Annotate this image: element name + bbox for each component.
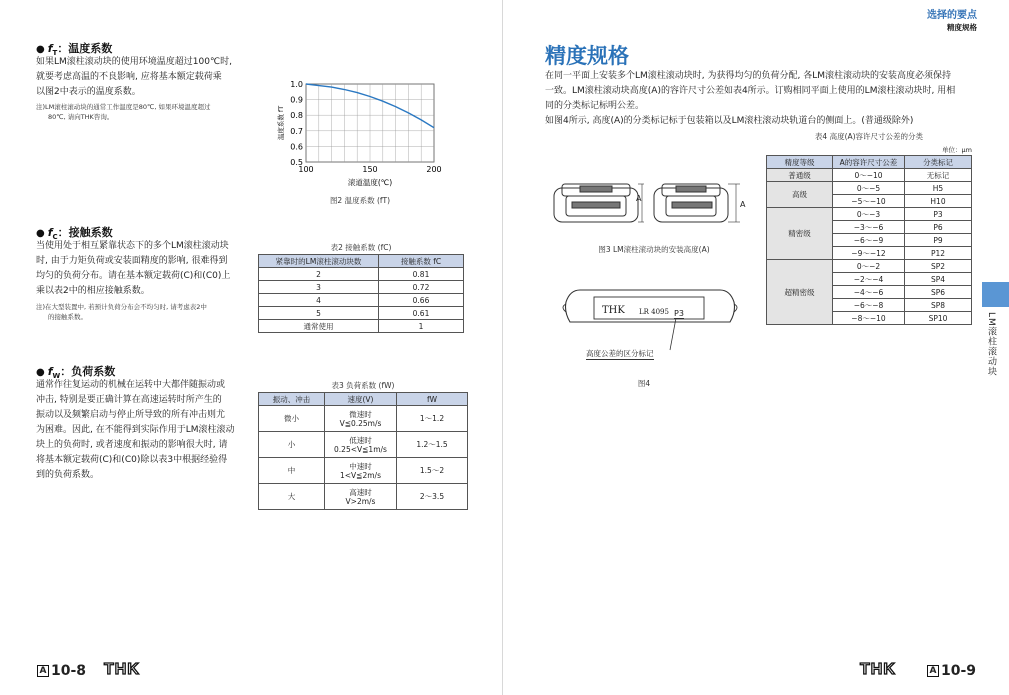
x-tick-label: 100 — [298, 165, 314, 174]
table-cell: 1.5～2 — [397, 458, 468, 484]
table-row — [259, 320, 464, 333]
grade-cell: 超精密级 — [767, 260, 833, 325]
table-cell: −4～−6 — [833, 286, 905, 299]
height-label-a-right: A — [740, 200, 746, 209]
table-row — [259, 458, 468, 484]
left-page — [0, 0, 503, 695]
table-cell: −2～−4 — [833, 273, 905, 286]
thk-logo: THK — [104, 661, 140, 678]
table-cell: 低速时 0.25<V≦1m/s — [325, 432, 397, 458]
table-cell: 1.2～1.5 — [397, 432, 468, 458]
fig4-mark: P3 — [674, 309, 684, 318]
table-cell: −5～−10 — [833, 195, 905, 208]
table-cell: 微速时 V≦0.25m/s — [325, 406, 397, 432]
table4-unit: 单位：μm — [942, 146, 972, 154]
temperature-factor-chart — [270, 76, 450, 191]
contact-paragraph: 当使用处于相互紧靠状态下的多个LM滚柱滚动块 时, 由于力矩负荷或安装面精度的影响, 很难得到 均匀的负荷分布。请在基本额定载荷(C)和(C0)上 乘以表2中的相应接触系数。 — [36, 241, 231, 296]
table-row — [259, 268, 464, 281]
height-label-a: A — [636, 194, 642, 203]
grade-cell: 精密级 — [767, 208, 833, 260]
table-cell: H10 — [905, 195, 972, 208]
table-cell: P3 — [905, 208, 972, 221]
table-cell: P9 — [905, 234, 972, 247]
table2-caption: 表2 接触系数 (fC) — [330, 243, 392, 252]
table-cell: 0～−2 — [833, 260, 905, 273]
page-title: 精度规格 — [545, 44, 629, 68]
table-cell: 微小 — [259, 406, 325, 432]
table-cell: −3～−6 — [833, 221, 905, 234]
y-tick-label: 1.0 — [290, 80, 303, 89]
fig4-model: LR 4095 — [639, 308, 669, 316]
table-cell: 2～3.5 — [397, 484, 468, 510]
table-cell: 中速时 1<V≦2m/s — [325, 458, 397, 484]
table-header: 振动、冲击 — [259, 393, 325, 406]
table-header-row — [259, 255, 464, 268]
chart-ylabel: 温度系数 fT — [277, 105, 285, 141]
page-number-left: A 10-8 — [37, 663, 86, 679]
load-factor-table — [258, 392, 468, 510]
table-cell: 1～1.2 — [397, 406, 468, 432]
page-number-right: A 10-9 — [927, 663, 976, 679]
table4-caption: 表4 高度(A)容许尺寸公差的分类 — [814, 132, 924, 141]
table-cell: 0.72 — [379, 281, 464, 294]
section-title-temperature: ● $f_T$：温度系数 — [36, 42, 113, 58]
table-row — [259, 294, 464, 307]
table-row — [767, 208, 972, 221]
fig4-caption: 图4 — [637, 379, 651, 388]
mark-pointer — [670, 318, 676, 350]
section-title-contact: ● $f_C$：接触系数 — [36, 226, 113, 242]
table-cell: 0.81 — [379, 268, 464, 281]
load-paragraph: 通常作往复运动的机械在运转中大都伴随振动或 冲击, 特别是要正确计算在高速运转时所产生的 振动以及频繁启动与停止所导致的所有冲击则尤 为困难。因此, 在不能得到实际作用于LM滚柱滚动 块上的负荷时, 或者速度和振动的影响很大时, 请 将基本额定载荷(C)和(C0)除以表3中根据经验得 到的负荷系数。 — [36, 380, 235, 480]
table-cell: −9～−12 — [833, 247, 905, 260]
table-row — [259, 307, 464, 320]
table-cell: P6 — [905, 221, 972, 234]
right-page — [504, 0, 1009, 695]
table-header-row — [259, 393, 468, 406]
roller-block-right — [654, 184, 728, 222]
table-header: 分类标记 — [905, 156, 972, 169]
table-header: A的容许尺寸公差 — [833, 156, 905, 169]
x-tick-label: 150 — [362, 165, 378, 174]
thk-logo-right: THK — [860, 661, 896, 678]
temperature-note: 注)LM滚柱滚动块的通常工作温度是80℃, 如果环境温度超过 80℃, 请向THK咨询。 — [36, 103, 211, 121]
table-cell: 0.66 — [379, 294, 464, 307]
table-row — [767, 260, 972, 273]
temperature-paragraph: 如果LM滚柱滚动块的使用环境温度超过100℃时, 就要考虑高温的不良影响, 应将基本额定载荷乘 以图2中表示的温度系数。 — [36, 57, 232, 97]
roller-block-left — [554, 184, 638, 222]
section-title-load: ● $f_W$：负荷系数 — [36, 365, 116, 381]
table-row — [259, 281, 464, 294]
table3-caption: 表3 负荷系数 (fW) — [331, 381, 395, 390]
table-row — [259, 432, 468, 458]
contact-note: 注)在大型装置中, 若预计负荷分布会不均匀时, 请考虑表2中 的接触系数。 — [36, 303, 207, 321]
header-title: 选择的要点 — [927, 10, 977, 21]
table-cell: 3 — [259, 281, 379, 294]
table-cell: 4 — [259, 294, 379, 307]
table-cell: 无标记 — [905, 169, 972, 182]
y-tick-label: 0.5 — [290, 158, 303, 167]
table-row — [259, 406, 468, 432]
table-header: 精度等级 — [767, 156, 833, 169]
table-cell: −6～−9 — [833, 234, 905, 247]
grade-cell: 高级 — [767, 182, 833, 208]
table-cell: 5 — [259, 307, 379, 320]
intro-paragraph: 在同一平面上安装多个LM滚柱滚动块时, 为获得均匀的负荷分配, 各LM滚柱滚动块的安装高度必须保持 一致。LM滚柱滚动块高度(A)的容许尺寸公差如表4所示。订购相同平面上使用的LM滚柱滚动块时, 用相 同的分类标记标明公差。 如图4所示, 高度(A)的分类标记标于包装箱以及LM滚柱滚动块轨道台的侧面上。(普通级除外) — [545, 71, 956, 126]
table-row — [767, 169, 972, 182]
y-tick-label: 0.9 — [290, 95, 303, 105]
grade-cell: 普通级 — [767, 169, 833, 182]
table-row — [767, 182, 972, 195]
table-cell: 0.61 — [379, 307, 464, 320]
chapter-tab-label: LM滚柱滚动块 — [986, 312, 996, 377]
chapter-tab[interactable] — [982, 282, 1009, 307]
table-header: fW — [397, 393, 468, 406]
header-subtitle: 精度规格 — [947, 23, 977, 32]
table-cell: P12 — [905, 247, 972, 260]
table-cell: 通常使用 — [259, 320, 379, 333]
fig4-pointer-label: 高度公差的区分标记 — [586, 349, 654, 358]
table-cell: −8～−10 — [833, 312, 905, 325]
table-cell: −6～−8 — [833, 299, 905, 312]
table-cell: 0～−10 — [833, 169, 905, 182]
fig4-brand: THK — [602, 305, 625, 316]
table-cell: 0～−5 — [833, 182, 905, 195]
table-cell: 高速时 V>2m/s — [325, 484, 397, 510]
x-tick-label: 200 — [426, 165, 442, 174]
chart-caption: 图2 温度系数 (fT) — [329, 196, 391, 205]
table-cell: 小 — [259, 432, 325, 458]
table-cell: SP8 — [905, 299, 972, 312]
mounting-height-figure — [544, 180, 754, 235]
chart-xlabel: 滚道温度(℃) — [347, 178, 393, 187]
table-cell: H5 — [905, 182, 972, 195]
table-header: 速度(V) — [325, 393, 397, 406]
table-cell: 中 — [259, 458, 325, 484]
y-tick-label: 0.7 — [290, 126, 303, 136]
table-cell: SP6 — [905, 286, 972, 299]
y-tick-label: 0.6 — [290, 142, 303, 152]
table-cell: 2 — [259, 268, 379, 281]
table-cell: SP2 — [905, 260, 972, 273]
contact-factor-table — [258, 254, 464, 333]
fig3-caption: 图3 LM滚柱滚动块的安装高度(A) — [598, 245, 710, 254]
y-tick-label: 0.8 — [290, 111, 303, 121]
table-header-row — [767, 156, 972, 169]
table-cell: 1 — [379, 320, 464, 333]
table-cell: SP10 — [905, 312, 972, 325]
table-row — [259, 484, 468, 510]
table-header: 接触系数 fC — [379, 255, 464, 268]
table-cell: 0～−3 — [833, 208, 905, 221]
table-cell: SP4 — [905, 273, 972, 286]
table-header: 紧靠时的LM滚柱滚动块数 — [259, 255, 379, 268]
height-tolerance-table — [766, 155, 972, 325]
table-cell: 大 — [259, 484, 325, 510]
